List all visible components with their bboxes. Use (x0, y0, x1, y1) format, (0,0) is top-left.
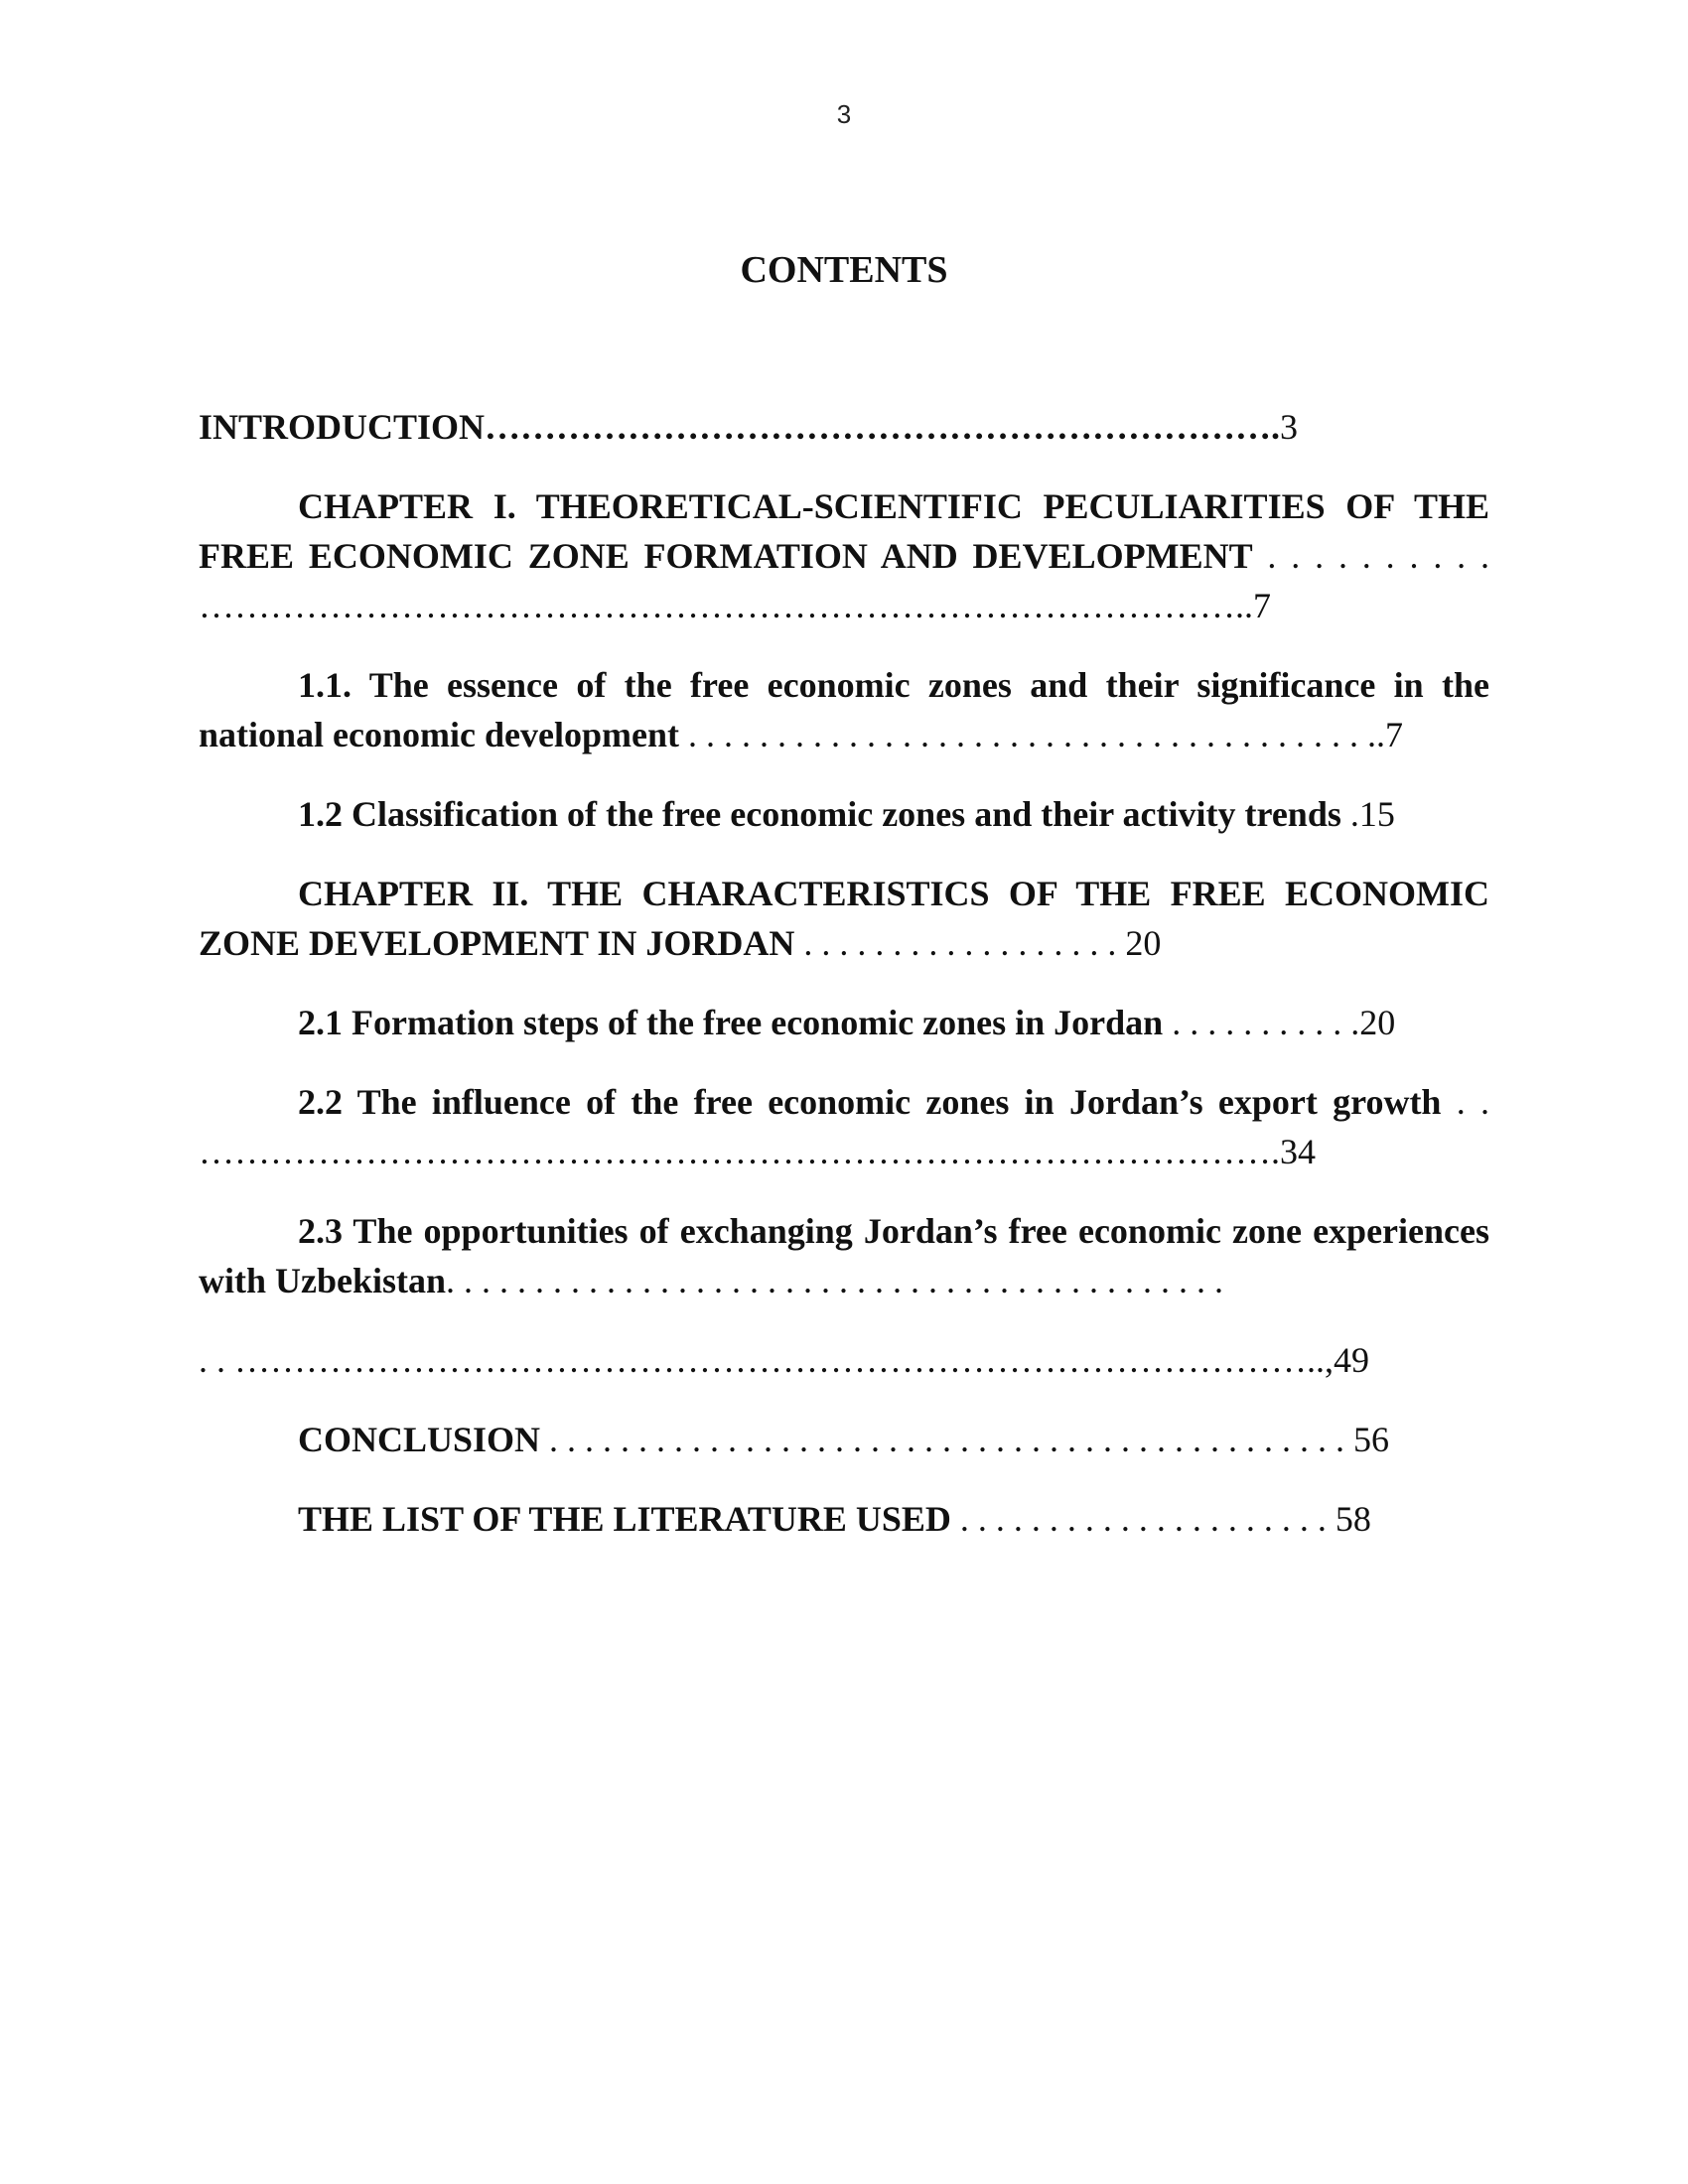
toc-entry-section-2-1 (199, 998, 1489, 1047)
toc-entry-page: 56 (1353, 1420, 1390, 1459)
toc-entry-title: CHAPTER I. THEORETICAL-SCIENTIFIC PECULIARITIES OF THE FREE ECONOMIC ZONE FORMATION AND DEVELOPMENT (199, 486, 1489, 576)
toc-entry-page: 58 (1335, 1499, 1371, 1539)
toc-entry-leader: . . ……………………………………………………………………………….., (199, 1340, 1334, 1380)
table-of-contents (199, 402, 1489, 1544)
toc-entry-title: 1.2 Classification of the free economic zones and their activity trends (298, 794, 1341, 834)
toc-entry-section-2-2 (199, 1077, 1489, 1176)
toc-entry-title: 2.2 The influence of the free economic zones in Jordan’s export growth (298, 1082, 1442, 1122)
toc-entry-leader: …………………………………………………………. (485, 407, 1281, 447)
toc-entry-introduction (199, 402, 1489, 452)
toc-entry-page: 49 (1334, 1340, 1369, 1380)
toc-entry-title: INTRODUCTION (199, 407, 486, 447)
toc-entry-title: CONCLUSION (298, 1420, 541, 1459)
toc-entry-leader: . . . . . . . . . . . . . . . . . . . . . (950, 1499, 1336, 1539)
toc-entry-section-2-3 (199, 1206, 1489, 1305)
toc-entry-leader: . . . . . . . . . . . . . . . . . . . . . . . . . . . . . . . . . . . . . . . . . . . . (446, 1261, 1224, 1300)
toc-entry-title: 2.1 Formation steps of the free economic zones in Jordan (298, 1003, 1164, 1042)
toc-entry-section-1-2 (199, 789, 1489, 839)
toc-entry-page: 34 (1280, 1132, 1316, 1171)
toc-entry-leader: . . ………………………………………………………………………………. (199, 1082, 1489, 1171)
toc-entry-title: 2.3 The opportunities of exchanging Jordan’s free economic zone experiences with Uzbekistan (199, 1211, 1489, 1300)
toc-entry-title: 1.1. The essence of the free economic zones and their significance in the national economic development (199, 665, 1489, 754)
toc-entry-conclusion (199, 1415, 1489, 1464)
toc-entry-page: 3 (1280, 407, 1299, 447)
toc-entry-page: 20 (1359, 1003, 1396, 1042)
toc-entry-page: .7 (1375, 715, 1403, 754)
toc-entry-leader: . . . . . . . . . . …………………………………………………………………………….. (199, 536, 1490, 625)
toc-entry-section-1-1 (199, 660, 1489, 759)
toc-entry-leader: . . . . . . . . . . . (1163, 1003, 1360, 1042)
toc-entry-title: CHAPTER II. THE CHARACTERISTICS OF THE FREE ECONOMIC ZONE DEVELOPMENT IN JORDAN (199, 874, 1489, 963)
toc-entry-literature (199, 1494, 1489, 1544)
toc-entry-leader: . . . . . . . . . . . . . . . . . . (794, 923, 1126, 963)
toc-entry-section-2-3-continuation (199, 1335, 1489, 1385)
toc-entry-leader: . . . . . . . . . . . . . . . . . . . . . . . . . . . . . . . . . . . . . . . . . . . . . (540, 1420, 1354, 1459)
toc-entry-chapter-2 (199, 869, 1489, 968)
toc-entry-title: THE LIST OF THE LITERATURE USED (298, 1499, 951, 1539)
page-number: 3 (836, 99, 852, 129)
toc-entry-page: 15 (1358, 794, 1395, 834)
toc-entry-page: 20 (1125, 923, 1162, 963)
toc-entry-page: 7 (1253, 586, 1271, 625)
toc-entry-chapter-1 (199, 481, 1489, 630)
toc-entry-leader: . (1340, 794, 1359, 834)
toc-entry-leader: . . . . . . . . . . . . . . . . . . . . . . . . . . . . . . . . . . . . . . . (678, 715, 1376, 754)
page-title: CONTENTS (740, 249, 948, 291)
